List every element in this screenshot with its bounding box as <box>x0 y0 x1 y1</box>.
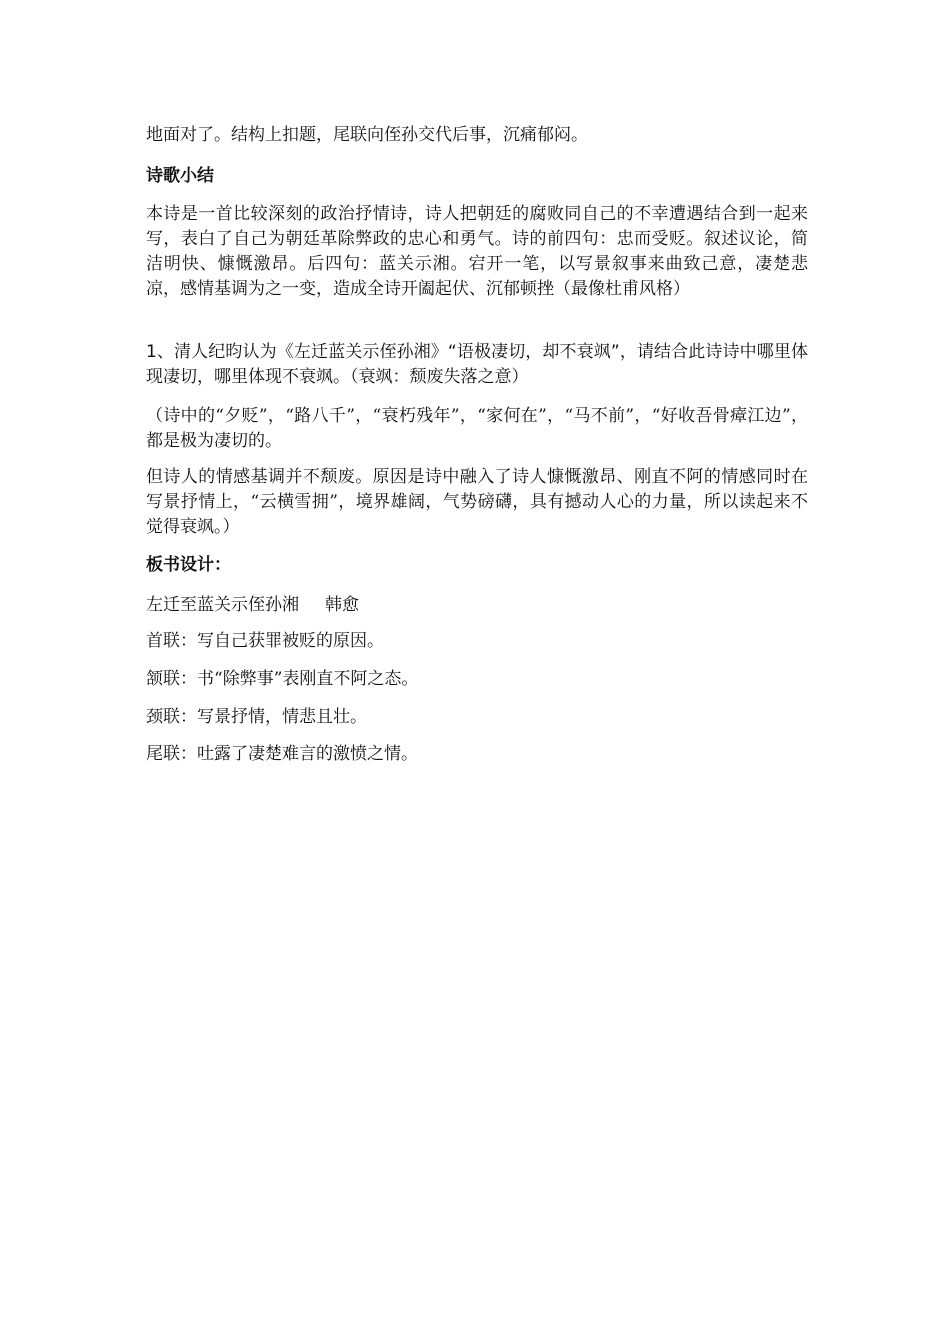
heading-poem-summary: 诗歌小结 <box>146 166 214 186</box>
heading-board-design: 板书设计： <box>146 555 231 575</box>
paragraph-intro: 地面对了。结构上扣题，尾联向侄孙交代后事，沉痛郁闷。 <box>146 125 588 145</box>
board-author: 韩愈 <box>325 595 359 615</box>
board-line: 颈联：写景抒情，情悲且壮。 <box>146 707 367 727</box>
board-poem-title: 左迁至蓝关示侄孙湘 <box>146 595 299 615</box>
board-line: 首联：写自己获罪被贬的原因。 <box>146 631 384 651</box>
board-line: 颔联：书“除弊事”表刚直不阿之态。 <box>146 669 419 689</box>
board-line: 尾联：吐露了凄楚难言的激愤之情。 <box>146 744 418 764</box>
answer-part-2: 但诗人的情感基调并不颓废。原因是诗中融入了诗人慷慨激昂、刚直不阿的情感同时在写景抒情上，“云横雪拥”，境界雄阔，气势磅礴，具有撼动人心的力量，所以读起来不觉得衰飒。） <box>146 467 808 537</box>
board-title-line <box>146 593 808 618</box>
question-1: 1、清人纪昀认为《左迁蓝关示侄孙湘》“语极凄切，却不衰飒”，请结合此诗诗中哪里体现凄切，哪里体现不衰飒。（衰飒：颓废失落之意） <box>146 342 808 387</box>
answer-part-1: （诗中的“夕贬”，“路八千”，“衰朽残年”，“家何在”，“马不前”，“好收吾骨瘴江边”，都是极为凄切的。 <box>146 406 808 451</box>
paragraph-summary: 本诗是一首比较深刻的政治抒情诗，诗人把朝廷的腐败同自己的不幸遭遇结合到一起来写，表白了自己为朝廷革除弊政的忠心和勇气。诗的前四句：忠而受贬。叙述议论，简洁明快、慷慨激昂。后四句：蓝关示湘。宕开一笔，以写景叙事来曲致己意，凄楚悲凉，感情基调为之一变，造成全诗开阖起伏、沉郁顿挫（最像杜甫风格） <box>146 204 808 299</box>
